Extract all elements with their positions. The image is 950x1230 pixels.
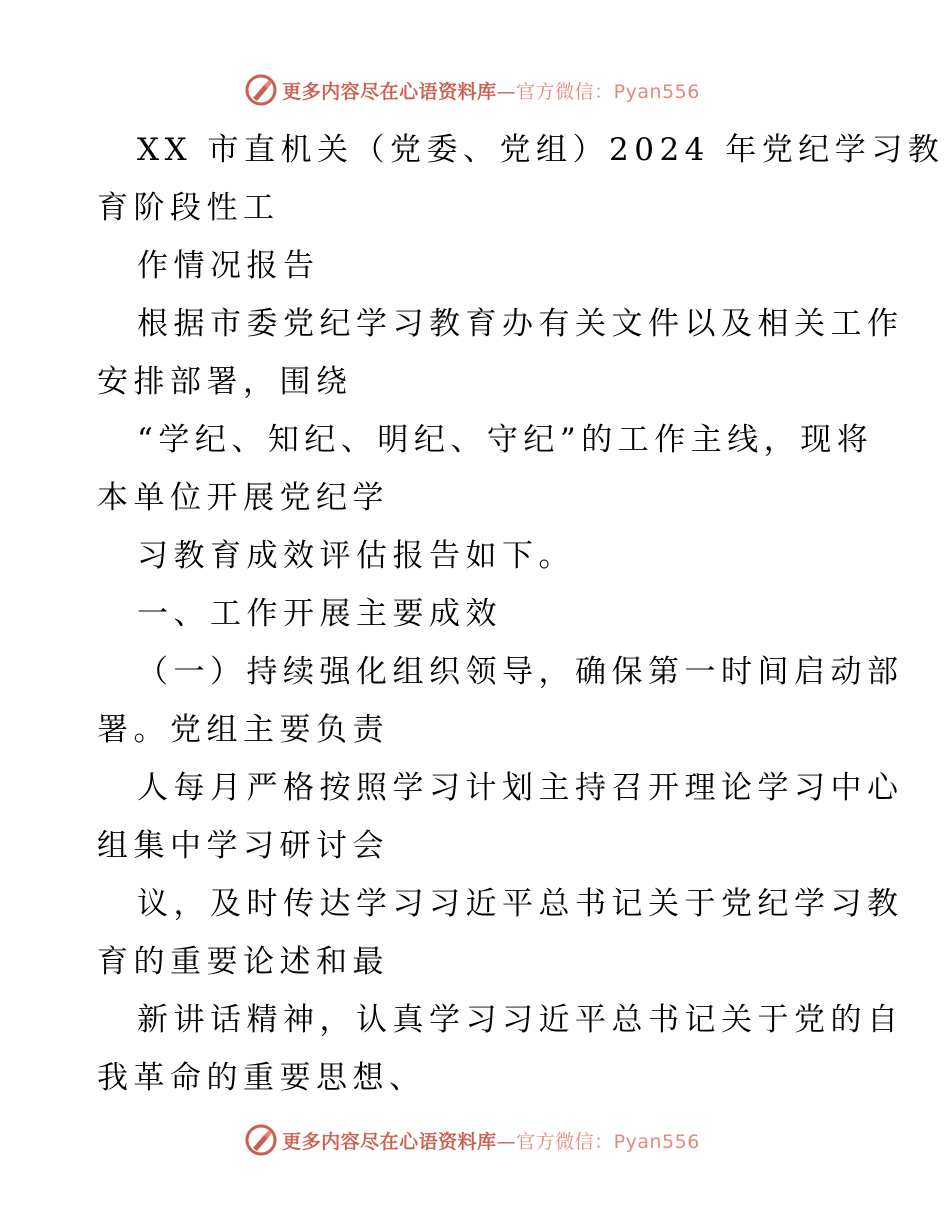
watermark-inner xyxy=(244,73,700,107)
text-line: （一）持续强化组织领导，确保第一时间启动部 xyxy=(137,654,904,690)
text-line: 习教育成效评估报告如下。 xyxy=(137,538,575,574)
watermark-brand: 更多内容尽在心语资料库 xyxy=(282,1130,497,1153)
text-line: 育阶段性工 xyxy=(97,190,280,226)
text-line: 本单位开展党纪学 xyxy=(97,480,389,516)
text-line: 新讲话精神，认真学习习近平总书记关于党的自 xyxy=(137,1002,904,1038)
document-body xyxy=(97,121,945,1107)
watermark-dash: — xyxy=(496,1130,517,1153)
watermark-wechat: 官方微信：Pyan556 xyxy=(516,1130,700,1153)
footer-watermark xyxy=(0,1120,950,1160)
watermark-inner xyxy=(244,1123,700,1157)
text-line: 作情况报告 xyxy=(137,248,320,284)
text-line: 组集中学习研讨会 xyxy=(97,828,389,864)
text-line: 一、工作开展主要成效 xyxy=(137,596,502,632)
header-watermark xyxy=(0,70,950,110)
text-line: 人每月严格按照学习计划主持召开理论学习中心 xyxy=(137,770,904,806)
pen-logo-icon xyxy=(244,1123,278,1157)
text-line: XX 市直机关（党委、党组）2024 年党纪学习教 xyxy=(137,132,945,168)
text-line: “学纪、知纪、明纪、守纪”的工作主线，现将 xyxy=(137,422,874,458)
text-line: 安排部署，围绕 xyxy=(97,364,353,400)
pen-logo-icon xyxy=(244,73,278,107)
text-line: 育的重要论述和最 xyxy=(97,944,389,980)
watermark-text xyxy=(282,1127,700,1154)
text-line: 根据市委党纪学习教育办有关文件以及相关工作 xyxy=(137,306,904,342)
watermark-text xyxy=(282,77,700,104)
text-line: 署。党组主要负责 xyxy=(97,712,389,748)
watermark-brand: 更多内容尽在心语资料库 xyxy=(282,80,497,103)
text-line: 我革命的重要思想、 xyxy=(97,1060,426,1096)
watermark-dash: — xyxy=(496,80,517,103)
text-line: 议，及时传达学习习近平总书记关于党纪学习教 xyxy=(137,886,904,922)
watermark-wechat: 官方微信：Pyan556 xyxy=(516,80,700,103)
